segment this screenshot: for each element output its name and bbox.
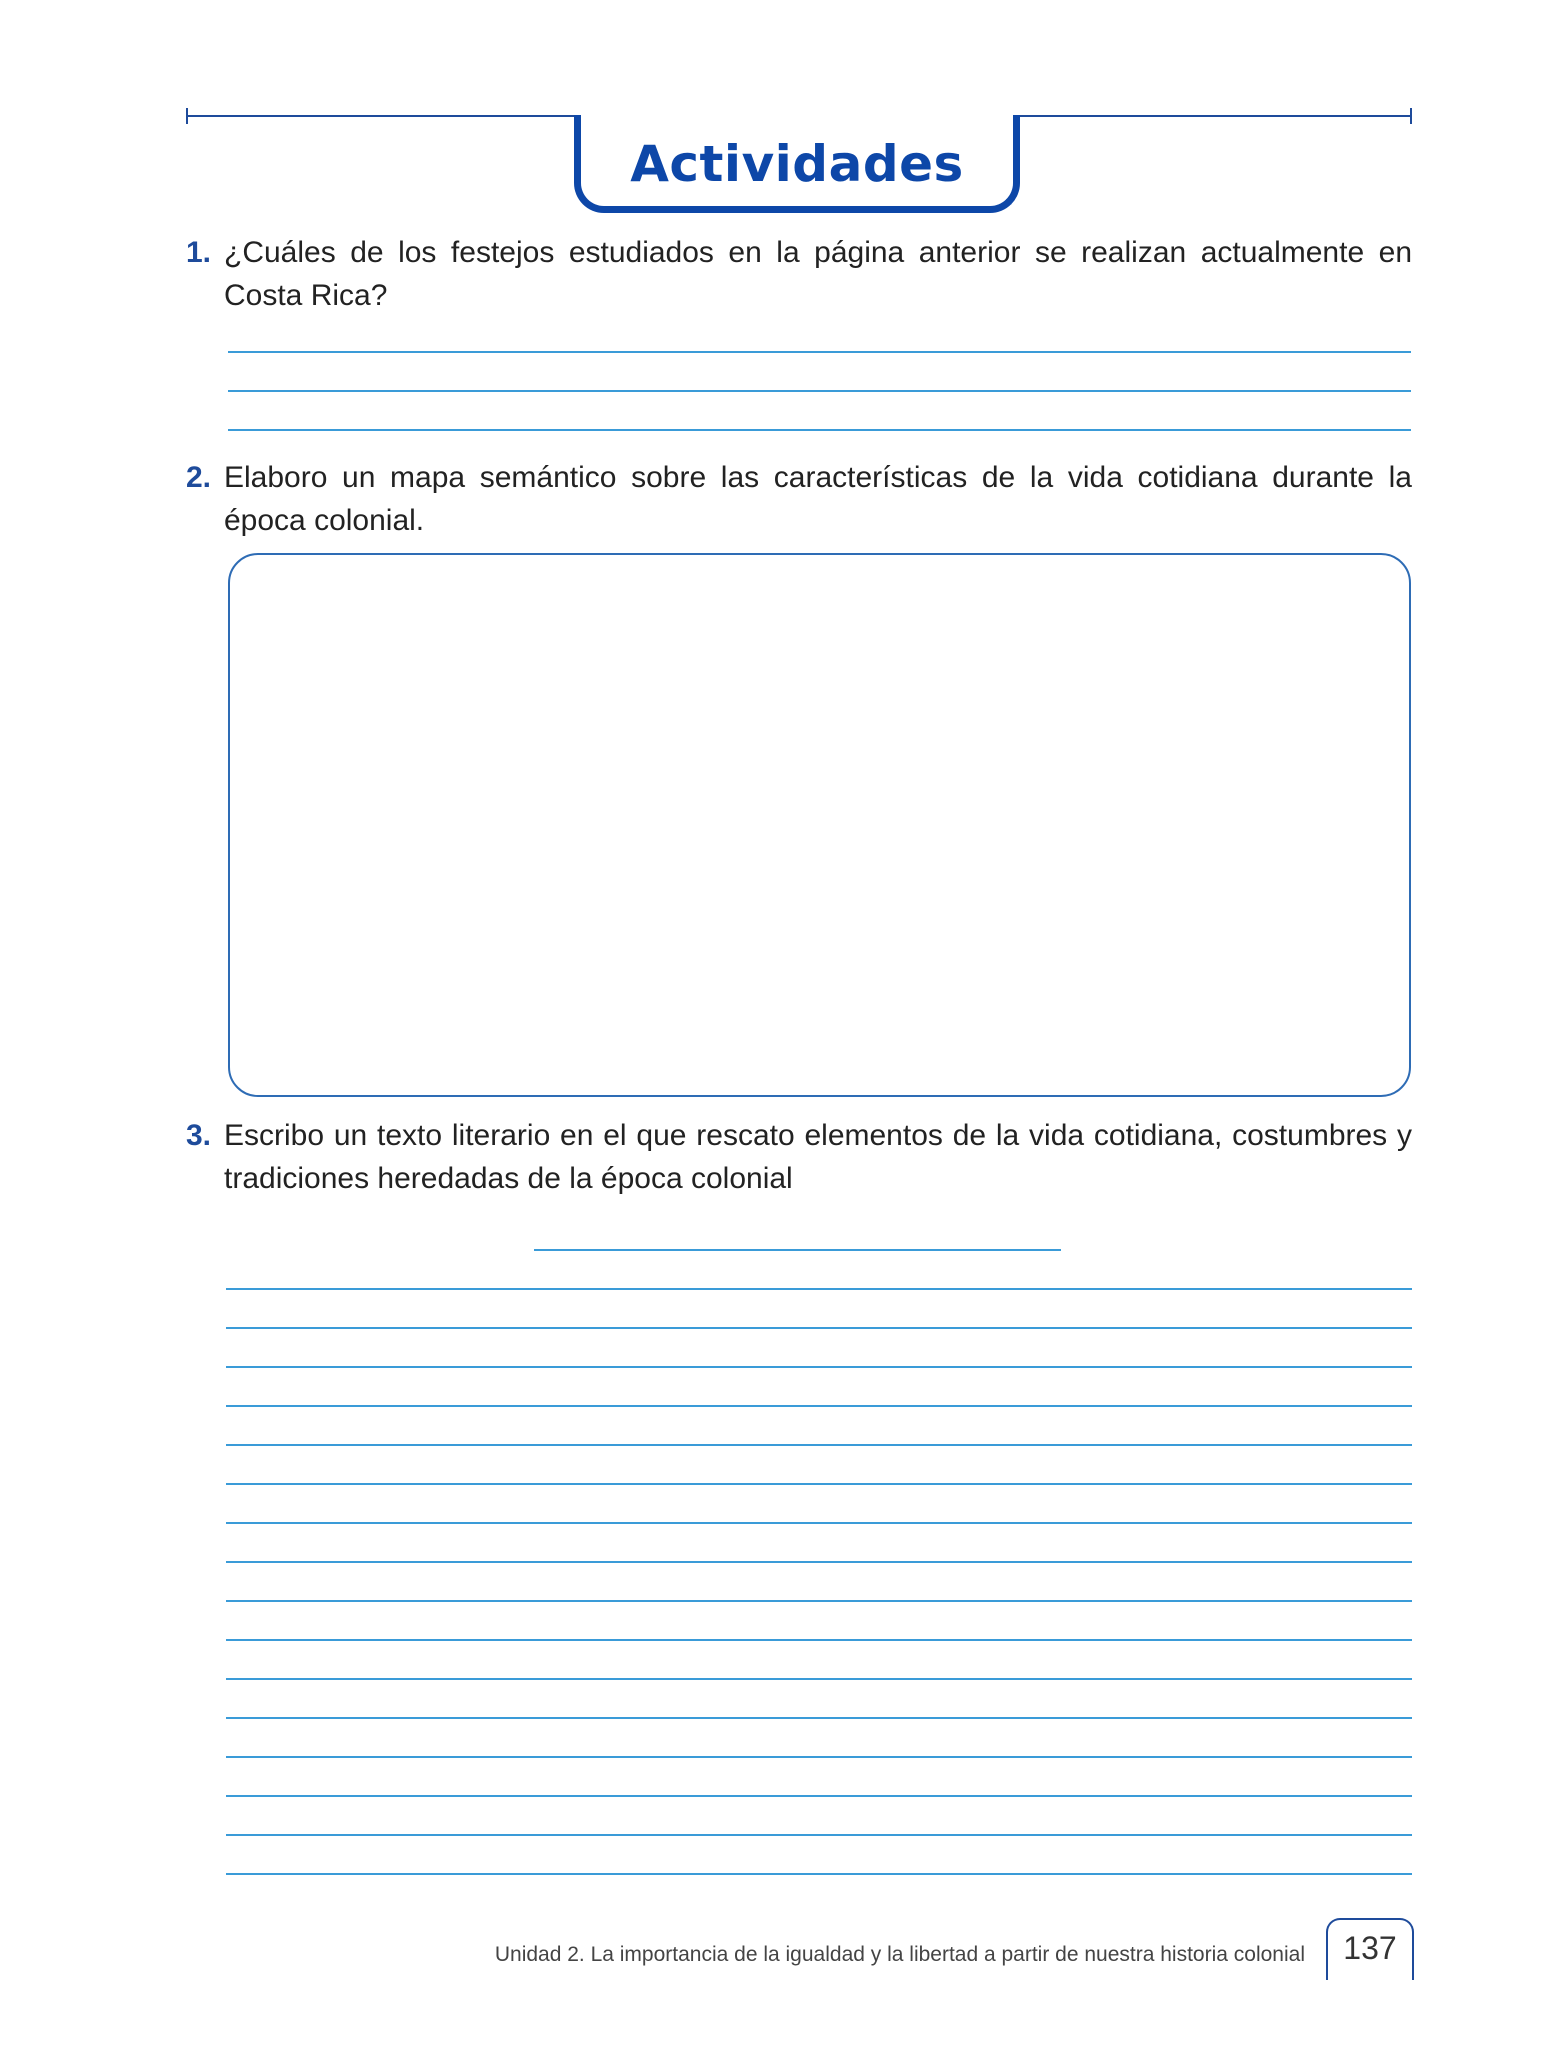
title-line[interactable] [534,1249,1061,1251]
writing-line[interactable] [226,1522,1412,1524]
header-rule-left-tick [186,108,188,124]
writing-line[interactable] [226,1639,1412,1641]
question-2 [186,456,1412,542]
semantic-map-box[interactable] [228,553,1411,1097]
writing-line[interactable] [226,1366,1412,1368]
question-3 [186,1114,1412,1200]
question-number: 1. [186,236,212,269]
question-number: 2. [186,461,212,494]
title-tab [574,115,1020,213]
writing-line[interactable] [226,1795,1412,1797]
question-1 [186,231,1412,317]
question-text: ¿Cuáles de los festejos estudiados en la página anterior se realizan actualmente en Costa Rica? [224,236,1412,312]
writing-line[interactable] [226,1561,1412,1563]
question-text: Elaboro un mapa semántico sobre las características de la vida cotidiana durante la época colonial. [224,461,1412,537]
header-rule-right-tick [1410,108,1412,124]
writing-line[interactable] [226,1834,1412,1836]
writing-line[interactable] [226,1405,1412,1407]
writing-line[interactable] [226,1600,1412,1602]
answer-line[interactable] [228,351,1411,353]
answer-line[interactable] [228,429,1411,431]
writing-line[interactable] [226,1327,1412,1329]
writing-line[interactable] [226,1444,1412,1446]
page-number: 137 [1343,1930,1397,1966]
question-number: 3. [186,1119,212,1152]
page-title: Actividades [630,135,964,193]
writing-line[interactable] [226,1717,1412,1719]
writing-line[interactable] [226,1678,1412,1680]
footer-unit-text: Unidad 2. La importancia de la igualdad y la libertad a partir de nuestra historia colonial [494,1943,1305,1966]
writing-line[interactable] [226,1483,1412,1485]
writing-line[interactable] [226,1873,1412,1875]
question-text: Escribo un texto literario en el que rescato elementos de la vida cotidiana, costumbres y tradiciones heredadas de la época colonial [224,1119,1412,1195]
writing-line[interactable] [226,1756,1412,1758]
page-number-box [1326,1918,1414,1980]
answer-line[interactable] [228,390,1411,392]
writing-line[interactable] [226,1288,1412,1290]
